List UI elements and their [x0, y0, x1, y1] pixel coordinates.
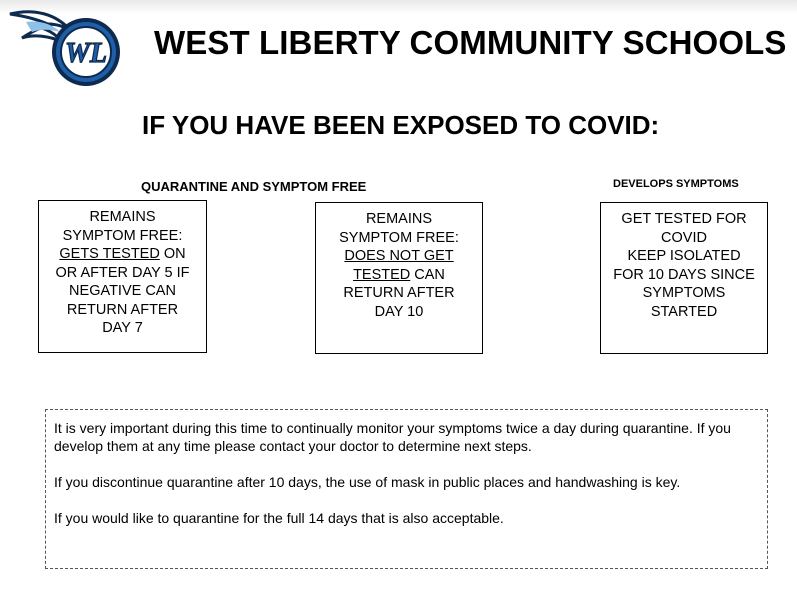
notice-paragraph-monitor: It is very important during this time to continually monitor your symptoms twice a day during quarantine. If you develop them at any time please contact your doctor to determine next steps.: [54, 420, 731, 454]
quarantine-column-heading: QUARANTINE AND SYMPTOM FREE: [141, 179, 367, 194]
tested-underlined: TESTED: [353, 266, 411, 283]
box-line: SYMPTOMS: [642, 285, 726, 301]
box-line: DAY 10: [374, 303, 424, 320]
symptoms-box: [600, 202, 768, 354]
box-line: REMAINS: [89, 209, 156, 225]
logo-monogram: WL: [65, 38, 107, 69]
notice-paragraph-mask: If you discontinue quarantine after 10 days, the use of mask in public places and handwashing is key.: [54, 474, 681, 490]
box-line: COVID: [661, 229, 707, 246]
school-name: WEST LIBERTY COMMUNITY SCHOOLS: [154, 24, 787, 61]
box-line: SYMPTOM FREE:: [339, 229, 459, 246]
titans-logo-icon: [4, 4, 124, 90]
symptoms-column-heading: DEVELOPS SYMPTOMS: [613, 178, 739, 190]
box-line: DAY 7: [102, 320, 143, 336]
box-line: RETURN AFTER: [343, 285, 455, 301]
guidance-notice: [45, 409, 768, 569]
box-line: REMAINS: [365, 211, 433, 227]
page-heading: IF YOU HAVE BEEN EXPOSED TO COVID:: [142, 110, 660, 140]
box-line: RETURN AFTER: [66, 301, 179, 318]
not-tested-option-box: [315, 202, 483, 354]
notice-paragraph-14-days: If you would like to quarantine for the full 14 days that is also acceptable.: [54, 510, 504, 526]
box-line: [316, 266, 482, 285]
box-line: GET TESTED FOR: [621, 211, 747, 227]
does-not-get-underlined: DOES NOT GET: [344, 248, 454, 264]
box-line-rest: ON: [159, 246, 186, 262]
tested-option-box: [38, 200, 207, 353]
box-line: NEGATIVE CAN: [69, 283, 176, 299]
box-line: [39, 245, 206, 264]
gets-tested-underlined: GETS TESTED: [59, 246, 160, 262]
box-line: OR AFTER DAY 5 IF: [55, 264, 190, 281]
box-line: SYMPTOM FREE:: [62, 227, 183, 244]
box-line: FOR 10 DAYS SINCE: [613, 266, 755, 283]
box-line: KEEP ISOLATED: [627, 248, 741, 264]
box-line: STARTED: [650, 303, 718, 320]
box-line-rest: CAN: [410, 266, 445, 283]
